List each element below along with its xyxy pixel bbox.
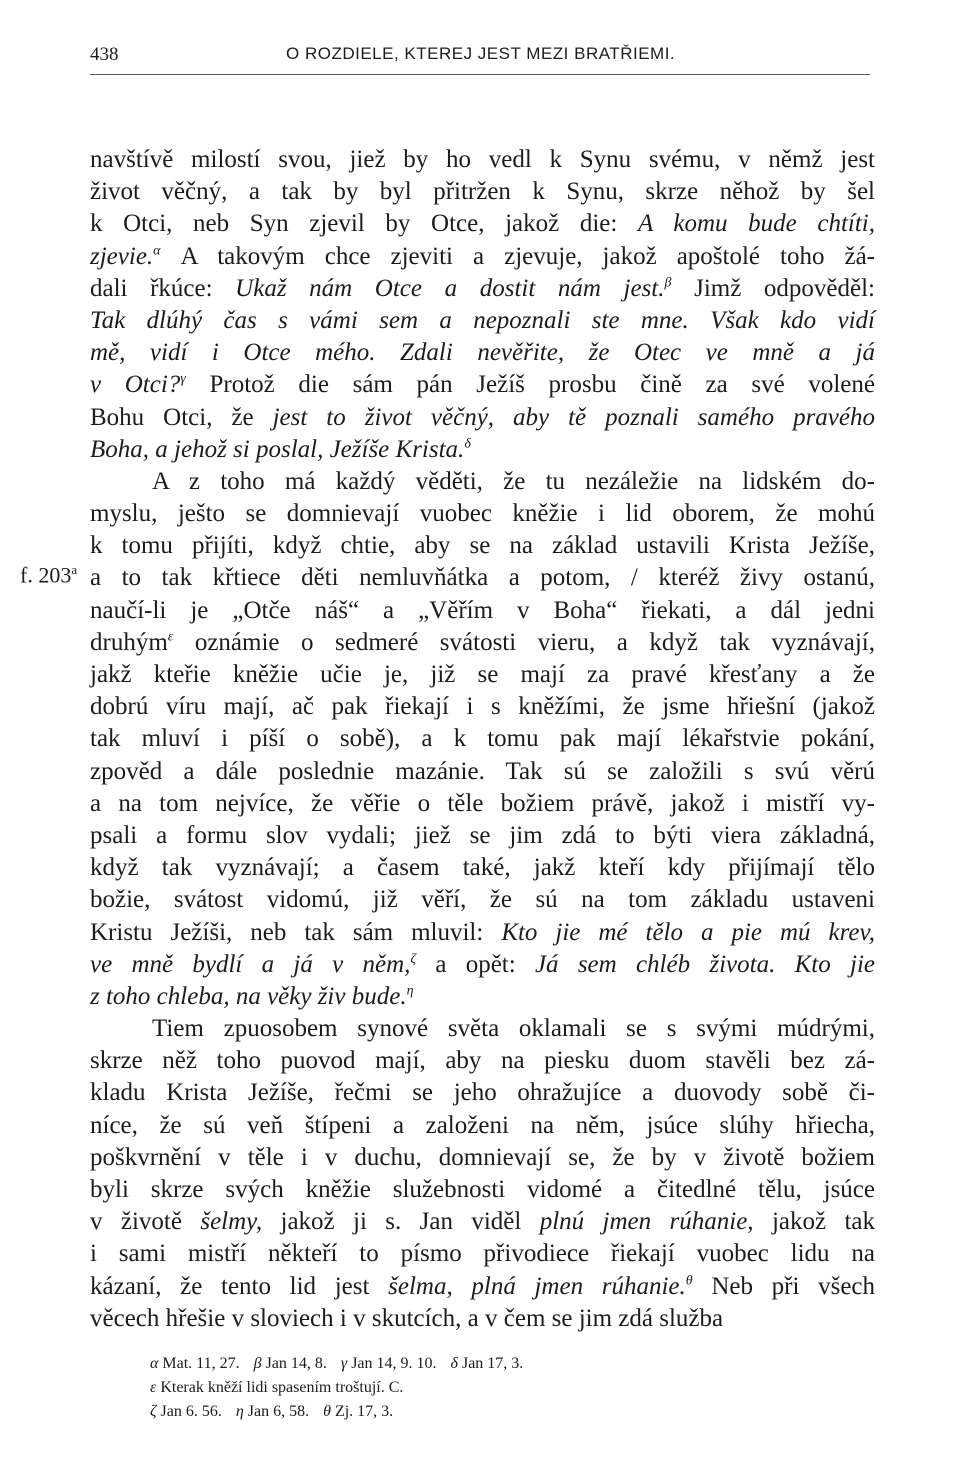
italic-run: plnú jmen rúhanie, (539, 1208, 754, 1236)
italic-run: mě, vidí i Otce mého. Zdali nevěřite, že Otec ve mně a já (90, 339, 875, 367)
text-line (90, 1238, 875, 1270)
footnote-marker: γ (180, 371, 186, 387)
text-line (90, 917, 875, 949)
text-run: dobrú víru mají, ač pak řiekají i s kněžími, že jsme hřiešní (jakož (90, 693, 875, 721)
text-run: oznámie o sedmeré svátosti vieru, a když tak vyznávají, (173, 628, 875, 656)
footnote-marker: η (406, 983, 414, 999)
text-run: skrze něž toho puovod mají, aby na piesku duom stavěli bez zá- (90, 1047, 875, 1075)
text-line (90, 530, 875, 562)
text-line (90, 305, 875, 337)
text-run: dali řkúce: (90, 274, 236, 302)
italic-run: šelma, plná jmen rúhanie. (388, 1272, 686, 1300)
footnote-text: Mat. 11, 27. (158, 1355, 240, 1372)
folio-label: f. 203 (20, 562, 72, 588)
italic-run: ve mně bydlí a já v něm, (90, 950, 411, 978)
text-line (90, 820, 875, 852)
italic-run: Boha, a jehož si poslal, Ježíše Krista. (90, 435, 465, 463)
text-run: byli skrze svých kněžie služebnosti vidomé a čitedlné tělu, jsúce (90, 1176, 875, 1203)
text-line (90, 1303, 875, 1335)
text-line (90, 1013, 875, 1045)
text-run: Jimž odpověděl: (671, 274, 876, 302)
text-run: božie, svátost vidomú, již věří, že sú na tom základu ustaveni (90, 886, 875, 914)
text-run: druhým (90, 628, 168, 656)
footnote-marker: δ (464, 436, 471, 452)
footnote-marker: α (153, 243, 161, 259)
footnote-mark: ε (150, 1379, 157, 1396)
text-line (90, 852, 875, 884)
footnote (150, 1355, 240, 1372)
text-run: níce, že sú veň štípeni a založeni na něm, jsúce slúhy hřiecha, (90, 1111, 875, 1139)
text-line (90, 788, 875, 820)
italic-run: Já sem chléb života. Kto jie (534, 950, 875, 978)
text-run: jakož tak (753, 1208, 875, 1236)
text-line (90, 273, 875, 305)
text-run: a to tak křtiece děti nemluvňátka a potom, / kteréž živy ostanú, (90, 564, 875, 592)
main-text (90, 144, 875, 1335)
text-line (90, 208, 875, 240)
text-line (90, 369, 875, 401)
text-run: A takovým chce zjeviti a zjevuje, jakož apoštolé toho žá- (160, 242, 875, 270)
footnote (323, 1403, 393, 1420)
text-run: jakž kteřie kněžie učie je, již se mají za pravé křesťany a že (90, 661, 875, 688)
footnote (451, 1355, 524, 1372)
italic-run: šelmy, (200, 1208, 263, 1236)
text-line (90, 241, 875, 273)
text-line (90, 498, 875, 530)
text-line (90, 144, 875, 176)
text-run: Neb při všech (692, 1272, 876, 1300)
footnote-mark: α (150, 1355, 159, 1372)
footnote (150, 1379, 403, 1396)
text-line (90, 1142, 875, 1174)
text-line (90, 595, 875, 627)
text-run: v životě (90, 1208, 201, 1236)
text-run: i sami mistří někteří to písmo přivodiece řiekají vuobec lidu na (90, 1240, 875, 1268)
text-run: život věčný, a tak by byl přitržen k Synu, skrze něhož by šel (90, 178, 875, 206)
header-rule (90, 74, 870, 75)
footnote-text: Zj. 17, 3. (330, 1403, 394, 1420)
footnote-mark: δ (450, 1355, 458, 1372)
text-line (90, 434, 875, 466)
text-run: poškvrnění v těle i v duchu, domnievají se, že by v životě božiem (90, 1143, 875, 1171)
text-run: psali a formu slov vydali; jiež se jim zdá to býti viera základná, (90, 821, 875, 849)
footnote-mark: γ (340, 1355, 348, 1372)
footnote-mark: η (235, 1403, 244, 1420)
text-line (90, 176, 875, 208)
footnote-marker: β (664, 275, 672, 291)
footnote (254, 1355, 327, 1372)
footnote (236, 1403, 309, 1420)
footnote-mark: β (253, 1355, 262, 1372)
footnote-marker: ζ (410, 951, 417, 967)
text-line (90, 1045, 875, 1077)
text-line (90, 402, 875, 434)
text-run: Tiem zpuosobem synové světa oklamali se s svými múdrými, (152, 1015, 875, 1043)
italic-run: A komu bude chtíti, (637, 210, 875, 238)
text-line (90, 659, 875, 691)
text-run: když tak vyznávají; a časem také, jakž kteří kdy přijímají tělo (90, 854, 875, 882)
footnote-mark: ζ (150, 1403, 157, 1420)
text-run: Protož die sám pán Ježíš prosbu čině za své volené (185, 371, 876, 399)
text-run: Bohu Otci, že (90, 403, 273, 431)
footnote-text: Jan 6. 56. (156, 1403, 222, 1420)
italic-run: v Otci? (90, 371, 181, 399)
footnote-mark: θ (323, 1403, 331, 1420)
text-line (90, 1110, 875, 1142)
folio-margin-note (20, 562, 77, 588)
text-line (90, 981, 875, 1013)
footnote-text: Jan 14, 8. (261, 1355, 327, 1372)
text-run: jakož ji s. Jan viděl (262, 1208, 540, 1236)
text-line (90, 723, 875, 755)
italic-run: Ukaž nám Otce a dostit nám jest. (235, 274, 665, 302)
text-run: tak mluví i píší o sobě), a k tomu pak mají lékařstvie pokání, (90, 725, 875, 753)
text-line (90, 949, 875, 981)
footnotes (150, 1352, 790, 1424)
italic-run: z toho chleba, na věky živ bude. (90, 982, 407, 1010)
text-line (90, 691, 875, 723)
text-line (90, 337, 875, 369)
italic-run: jest to život věčný, aby tě poznali samého pravého (272, 403, 875, 431)
footnote (150, 1403, 222, 1420)
footnote-text: Jan 6, 58. (243, 1403, 310, 1420)
text-line (90, 1077, 875, 1109)
text-run: a na tom nejvíce, že věřie o těle božiem právě, jakož i mistří vy- (90, 789, 875, 817)
italic-run: Tak dlúhý čas s vámi sem a nepoznali ste mne. Však kdo vidí (90, 306, 875, 334)
text-run: A z toho má každý věděti, že tu nezáležie na lidském do- (152, 467, 875, 495)
running-title: O ROZDIELE, KTEREJ JEST MEZI BRATŘIEMI. (286, 44, 676, 63)
footnote-text: Kterak kněží lidi spasením troštují. C. (156, 1379, 404, 1396)
text-line (90, 466, 875, 498)
footnote-line (150, 1400, 790, 1424)
text-run: kladu Krista Ježíše, řečmi se jeho ohražujíce a duovody sobě či- (90, 1079, 875, 1107)
italic-run: zjevie. (90, 242, 154, 270)
text-line (90, 756, 875, 788)
text-run: Kristu Ježíši, neb tak sám mluvil: (90, 918, 502, 946)
text-line (90, 1206, 875, 1238)
italic-run: Kto jie mé tělo a pie mú krev, (501, 918, 875, 946)
text-run: věcech hřešie v sloviech i v skutcích, a v čem se jim zdá služba (90, 1304, 724, 1332)
footnote-text: Jan 14, 9. 10. (347, 1355, 437, 1372)
footnote-text: Jan 17, 3. (457, 1355, 524, 1372)
footnote-marker: ε (167, 629, 174, 645)
footnote (341, 1355, 437, 1372)
text-run: zpověd a dále poslednie mazánie. Tak sú se založili s svú věrú (90, 757, 875, 785)
footnote-marker: θ (685, 1273, 693, 1289)
text-run: a opět: (416, 950, 535, 978)
page-number: 438 (90, 44, 119, 65)
footnote-line (150, 1376, 790, 1400)
text-line (90, 1271, 875, 1303)
text-run: navštívě milostí svou, jiež by ho vedl k Synu svému, v němž jest (90, 146, 875, 173)
folio-sup: a (71, 562, 78, 577)
text-line (90, 884, 875, 916)
text-run: myslu, ješto se domnievají vuobec kněžie i lid oborem, že mohú (90, 500, 875, 528)
text-line (90, 562, 875, 594)
text-line (90, 627, 875, 659)
text-line (90, 1174, 875, 1206)
text-run: naučí-li je „Otče náš“ a „Věřím v Boha“ řiekati, a dál jedni (90, 596, 875, 624)
text-run: k tomu přijíti, když chtie, aby se na základ ustavili Krista Ježíše, (90, 532, 875, 560)
text-run: kázaní, že tento lid jest (90, 1272, 389, 1300)
footnote-line (150, 1352, 790, 1376)
text-run: k Otci, neb Syn zjevil by Otce, jakož die: (90, 210, 638, 238)
running-header (90, 44, 880, 74)
